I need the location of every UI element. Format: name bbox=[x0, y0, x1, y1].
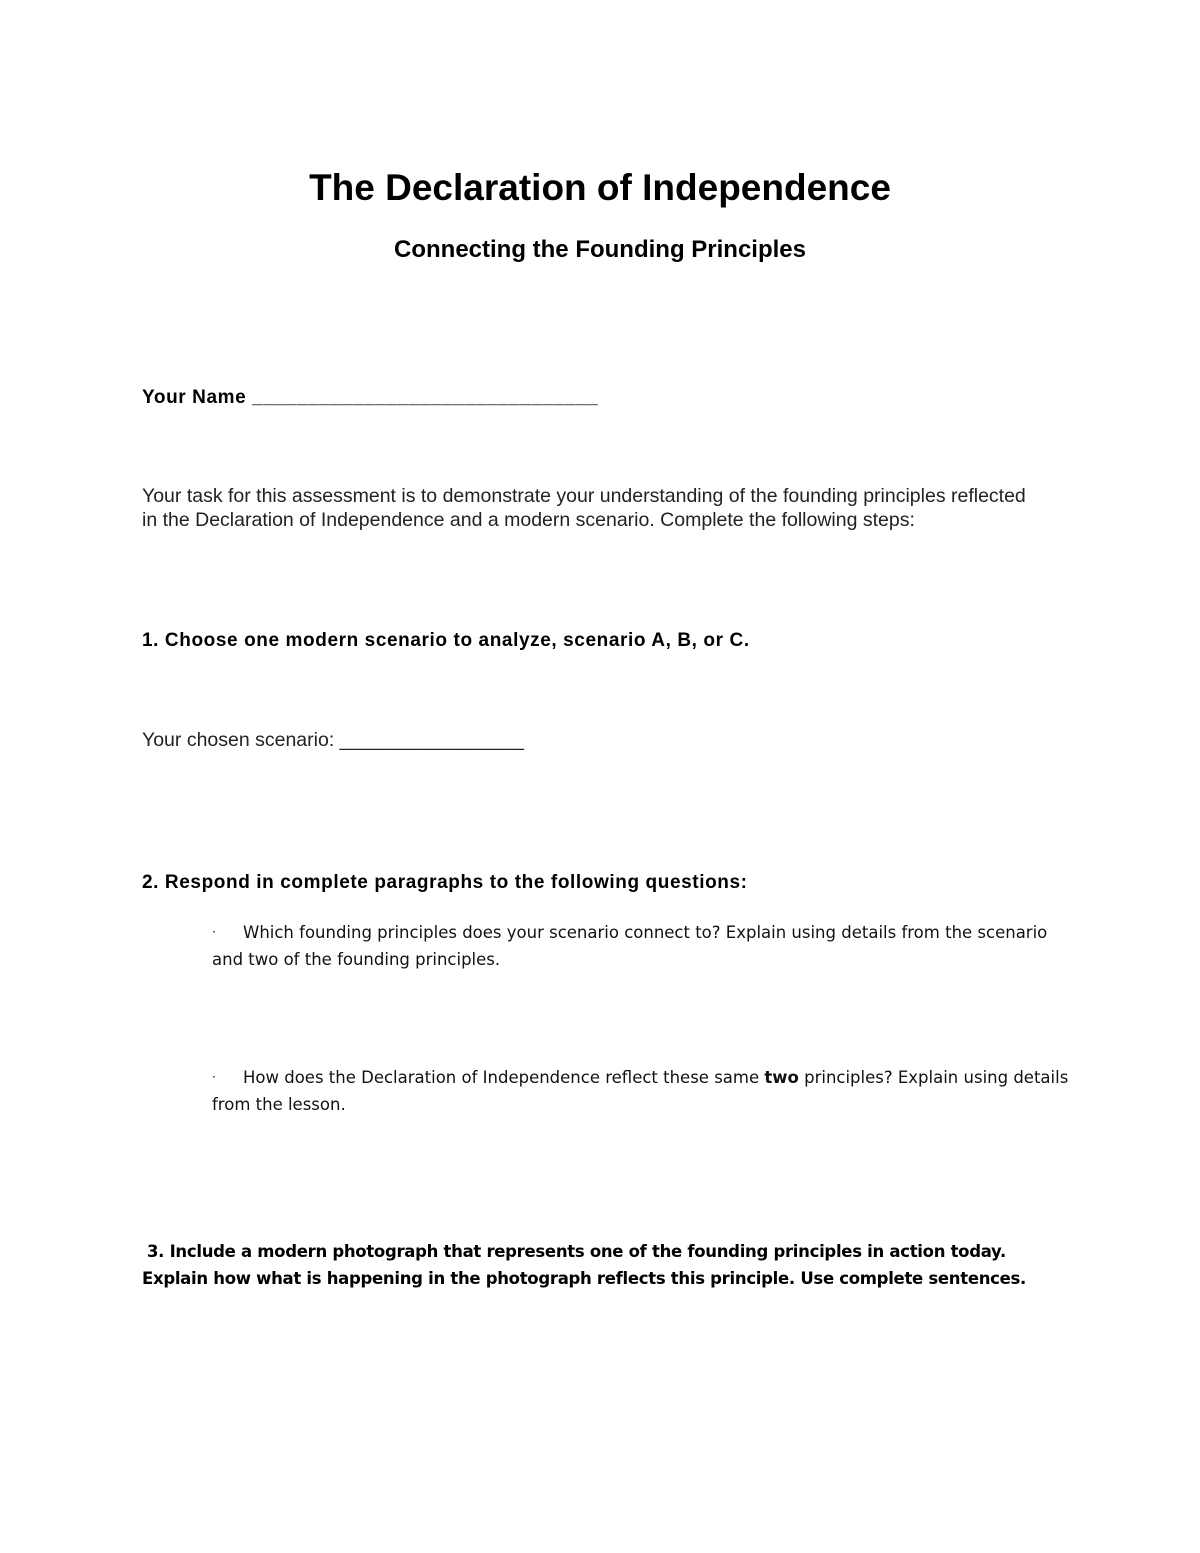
document-subtitle: Connecting the Founding Principles bbox=[394, 236, 806, 263]
question-2-emphasis: two bbox=[764, 1068, 799, 1087]
step-1-heading: 1. Choose one modern scenario to analyze, scenario A, B, or C. bbox=[142, 630, 750, 651]
step-2-heading: 2. Respond in complete paragraphs to the following questions: bbox=[142, 872, 748, 893]
step-3-text: 3. Include a modern photograph that represents one of the founding principles in action today. Explain how what is happening in the photograph reflects this principle. Use complete sentences. bbox=[142, 1242, 1027, 1288]
question-1-text: Which founding principles does your scenario connect to? Explain using details from the scenario and two of the founding principles. bbox=[212, 923, 1048, 969]
question-bullet-1 bbox=[212, 919, 1072, 973]
document-title: The Declaration of Independence bbox=[309, 167, 891, 208]
bullet-marker: · bbox=[212, 925, 216, 939]
question-2-text-after: principles? Explain using details from the lesson. bbox=[212, 1068, 1069, 1114]
question-bullet-2 bbox=[212, 1064, 1072, 1118]
question-2-text-before: How does the Declaration of Independence reflect these same bbox=[243, 1068, 765, 1087]
task-instructions: Your task for this assessment is to demonstrate your understanding of the founding principles reflected in the Declaration of Independence and a modern scenario. Complete the following steps: bbox=[142, 485, 1026, 531]
name-field-line: Your Name _______________________________ bbox=[142, 387, 599, 408]
bullet-marker: · bbox=[212, 1070, 216, 1084]
chosen-scenario-line: Your chosen scenario: _________________ bbox=[142, 729, 525, 751]
step-3-instructions bbox=[142, 1238, 1042, 1292]
